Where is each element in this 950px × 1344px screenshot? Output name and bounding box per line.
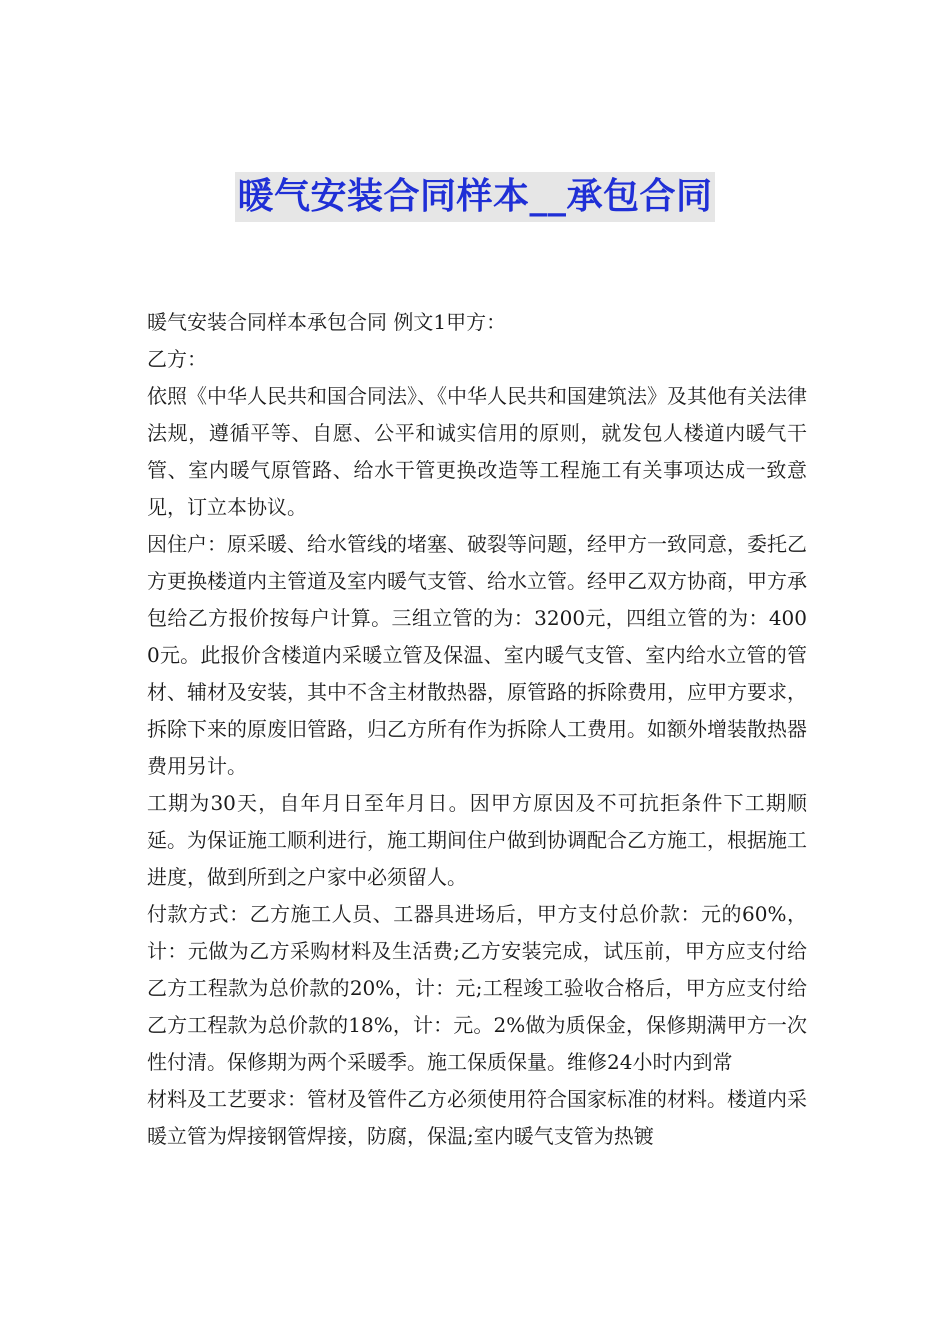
document-body <box>147 304 807 1155</box>
paragraph-scope-pricing: 因住户：原采暖、给水管线的堵塞、破裂等问题，经甲方一致同意，委托乙方更换楼道内主管道及室内暖气支管、给水立管。经甲乙双方协商，甲方承包给乙方报价按每户计算。三组立管的为：3200元，四组立管的为：4000元。此报价含楼道内采暖立管及保温、室内暖气支管、室内给水立管的管材、辅材及安装，其中不含主材散热器，原管路的拆除费用，应甲方要求，拆除下来的原废旧管路，归乙方所有作为拆除人工费用。如额外增装散热器费用另计。 <box>147 532 807 778</box>
paragraph-legal-basis: 依照《中华人民共和国合同法》、《中华人民共和国建筑法》及其他有关法律法规，遵循平等、自愿、公平和诚实信用的原则，就发包人楼道内暖气干管、室内暖气原管路、给水干管更换改造等工程施工有关事项达成一致意见，订立本协议。 <box>147 384 807 519</box>
paragraph-payment: 付款方式：乙方施工人员、工器具进场后，甲方支付总价款：元的60%，计：元做为乙方采购材料及生活费;乙方安装完成，试压前，甲方应支付给乙方工程款为总价款的20%，计：元;工程竣工验收合格后，甲方应支付给乙方工程款为总价款的18%，计：元。2%做为质保金，保修期满甲方一次性付清。保修期为两个采暖季。施工保质保量。维修24小时内到常 <box>147 902 807 1074</box>
title-container <box>0 172 950 222</box>
paragraph-materials: 材料及工艺要求：管材及管件乙方必须使用符合国家标准的材料。楼道内采暖立管为焊接钢管焊接，防腐，保温;室内暖气支管为热镀 <box>147 1087 807 1148</box>
paragraph-party-b: 乙方： <box>147 347 207 371</box>
paragraph-schedule: 工期为30天，自年月日至年月日。因甲方原因及不可抗拒条件下工期顺延。为保证施工顺利进行，施工期间住户做到协调配合乙方施工，根据施工进度，做到所到之户家中必须留人。 <box>147 791 807 889</box>
paragraph-intro: 暖气安装合同样本承包合同 例文1甲方： <box>147 310 507 334</box>
document-title: 暖气安装合同样本__承包合同 <box>235 172 714 222</box>
